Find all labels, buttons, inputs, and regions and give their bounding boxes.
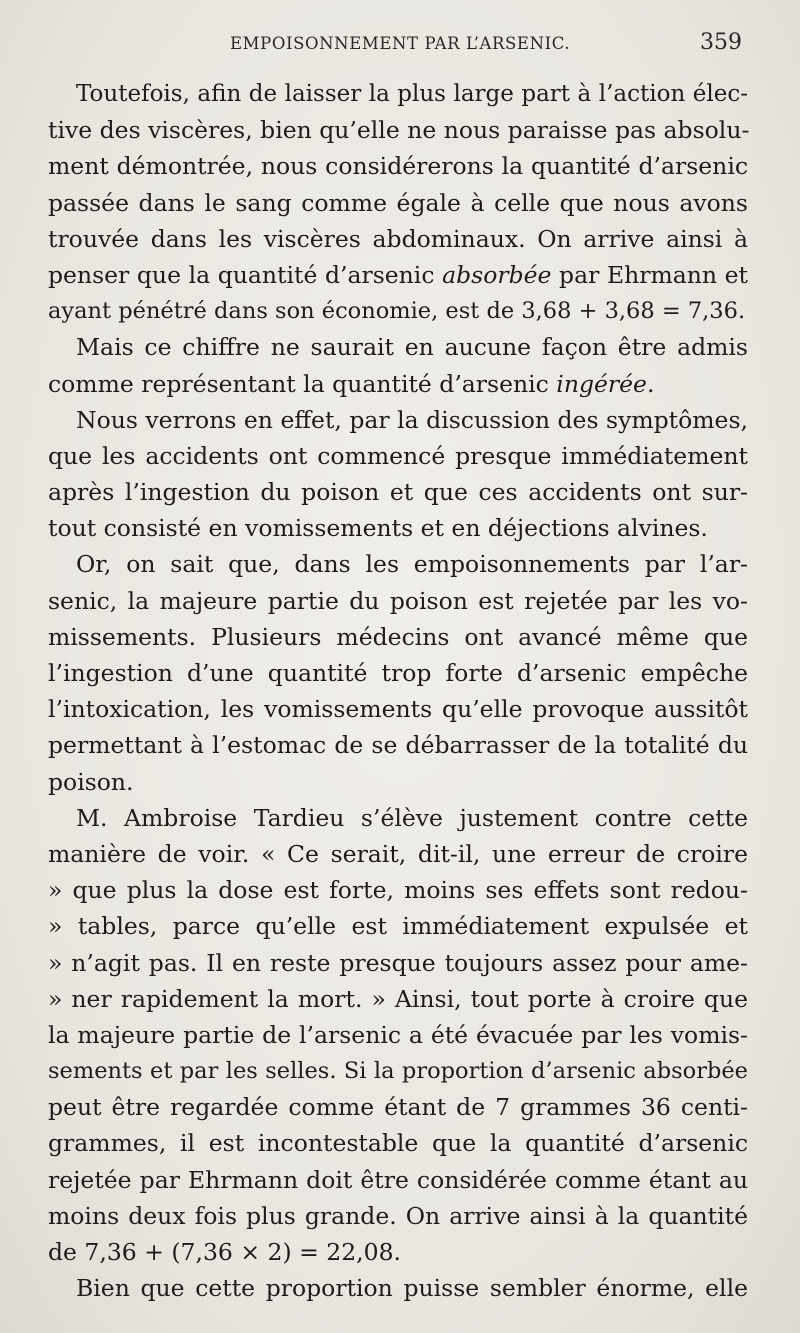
text-line: senic, la majeure partie du poison est rejetée par les vo- bbox=[48, 586, 748, 615]
text-line: passée dans le sang comme égale à celle que nous avons bbox=[48, 188, 748, 217]
text-line: grammes, il est incontestable que la quantité d’arsenic bbox=[48, 1129, 748, 1158]
text-line: Or, on sait que, dans les empoisonnements par l’ar- bbox=[76, 550, 748, 579]
text-line: » n’agit pas. Il en reste presque toujours assez pour ame- bbox=[48, 948, 748, 977]
text-line: tout consisté en vomissements et en déjections alvines. bbox=[48, 514, 708, 543]
text-line: Toutefois, afin de laisser la plus large part à l’action élec- bbox=[76, 81, 748, 107]
text-line: l’ingestion d’une quantité trop forte d’arsenic empêche bbox=[48, 659, 748, 687]
text-line: permettant à l’estomac de se débarrasser de la totalité du bbox=[48, 731, 748, 760]
text-line: poison. bbox=[48, 767, 134, 796]
text-line: comme représentant la quantité d’arsenic ingérée. bbox=[48, 369, 655, 398]
text-line: l’intoxication, les vomissements qu’elle provoque aussitôt bbox=[48, 695, 748, 724]
text-line: moins deux fois plus grande. On arrive ainsi à la quantité bbox=[48, 1201, 748, 1230]
body-text bbox=[48, 76, 748, 1306]
text-line: Mais ce chiffre ne saurait en aucune façon être admis bbox=[76, 333, 748, 362]
text-line: Bien que cette proportion puisse sembler énorme, elle bbox=[76, 1274, 748, 1303]
text-line: tive des viscères, bien qu’elle ne nous paraisse pas absolu- bbox=[48, 116, 750, 145]
text-line: ayant pénétré dans son économie, est de 3,68 + 3,68 = 7,36. bbox=[48, 298, 746, 325]
page-header bbox=[0, 30, 800, 60]
text-line: trouvée dans les viscères abdominaux. On arrive ainsi à bbox=[48, 224, 748, 253]
text-line: la majeure partie de l’arsenic a été évacuée par les vomis- bbox=[48, 1020, 748, 1049]
text-line: » tables, parce qu’elle est immédiatement expulsée et bbox=[48, 912, 748, 941]
page-number: 359 bbox=[700, 30, 742, 55]
text-line: ment démontrée, nous considérerons la quantité d’arsenic bbox=[48, 152, 748, 181]
text-line: de 7,36 + (7,36 × 2) = 22,08. bbox=[48, 1238, 401, 1266]
text-line: Nous verrons en effet, par la discussion des symptômes, bbox=[76, 405, 748, 434]
text-line: penser que la quantité d’arsenic absorbée par Ehrmann et bbox=[48, 260, 748, 289]
text-line: M. Ambroise Tardieu s’élève justement contre cette bbox=[76, 803, 748, 832]
text-line: peut être regardée comme étant de 7 grammes 36 centi- bbox=[48, 1093, 748, 1122]
text-line: après l’ingestion du poison et que ces accidents ont sur- bbox=[48, 478, 748, 507]
text-line: » que plus la dose est forte, moins ses effets sont redou- bbox=[48, 876, 748, 905]
text-line: sements et par les selles. Si la proportion d’arsenic absorbée bbox=[48, 1058, 748, 1085]
text-line: manière de voir. « Ce serait, dit-il, une erreur de croire bbox=[48, 839, 748, 868]
text-line: » ner rapidement la mort. » Ainsi, tout porte à croire que bbox=[48, 984, 748, 1013]
text-line: rejetée par Ehrmann doit être considérée comme étant au bbox=[48, 1165, 748, 1194]
text-line: missements. Plusieurs médecins ont avancé même que bbox=[48, 622, 748, 651]
running-title: EMPOISONNEMENT PAR L’ARSENIC. bbox=[230, 34, 571, 53]
text-line: que les accidents ont commencé presque immédiatement bbox=[48, 441, 748, 470]
